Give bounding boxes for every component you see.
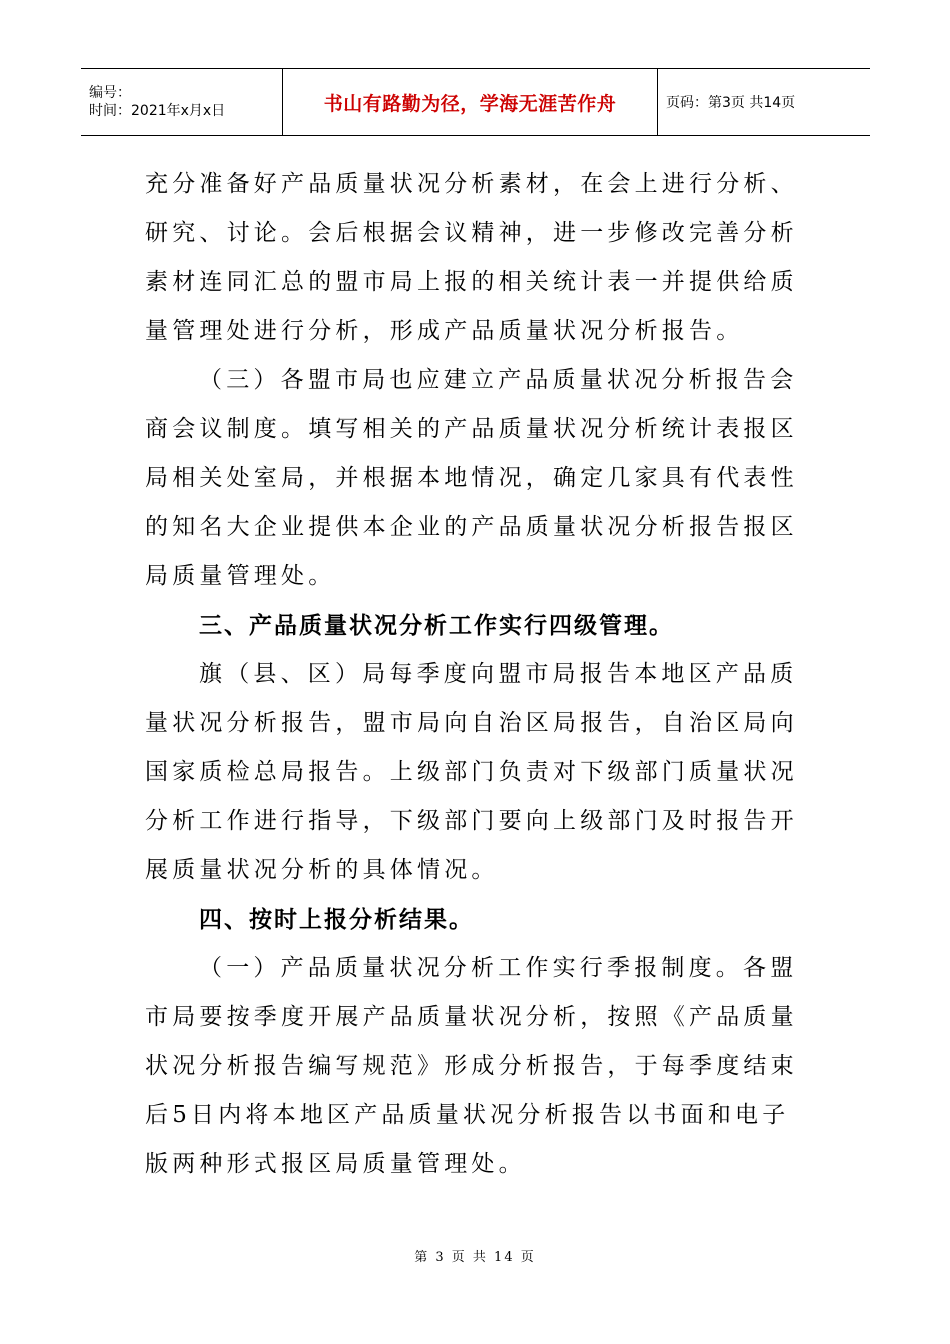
header-motto-cell xyxy=(282,69,658,135)
paragraph-section-4-1: （一）产品质量状况分析工作实行季报制度。各盟市局要按季度开展产品质量状况分析，按照《产品质量状况分析报告编写规范》形成分析报告，于每季度结束后5日内将本地区产品质量状况分析报告以书面和电子版两种形式报区局质量管理处。 xyxy=(145,955,798,1177)
page-footer: 第 3 页 共 14 页 xyxy=(414,1250,536,1265)
document-body xyxy=(145,160,810,1189)
paragraph-section-3: 旗（县、区）局每季度向盟市局报告本地区产品质量状况分析报告，盟市局向自治区局报告，自治区局向国家质检总局报告。上级部门负责对下级部门质量状况分析工作进行指导，下级部门要向上级部门及时报告开展质量状况分析的具体情况。 xyxy=(145,661,798,883)
paragraph-continued: 充分准备好产品质量状况分析素材，在会上进行分析、研究、讨论。会后根据会议精神，进一步修改完善分析素材连同汇总的盟市局上报的相关统计表一并提供给质量管理处进行分析，形成产品质量状况分析报告。 xyxy=(145,171,798,344)
document-time-label: 时间：2021年x月x日 xyxy=(89,103,226,119)
document-header xyxy=(81,68,870,136)
header-page-number: 页码：第3页 共14页 xyxy=(666,95,796,111)
document-number-label: 编号： xyxy=(89,85,131,101)
paragraph-section-2-3: （三）各盟市局也应建立产品质量状况分析报告会商会议制度。填写相关的产品质量状况分析统计表报区局相关处室局，并根据本地情况，确定几家具有代表性的知名大企业提供本企业的产品质量状况分析报告报区局质量管理处。 xyxy=(145,367,798,589)
header-meta xyxy=(81,69,282,135)
header-page-cell xyxy=(658,69,870,135)
header-motto: 书山有路勤为径，学海无涯苦作舟 xyxy=(323,92,617,115)
section-heading-4: 四、按时上报分析结果。 xyxy=(199,906,474,933)
section-heading-3: 三、产品质量状况分析工作实行四级管理。 xyxy=(199,612,674,639)
